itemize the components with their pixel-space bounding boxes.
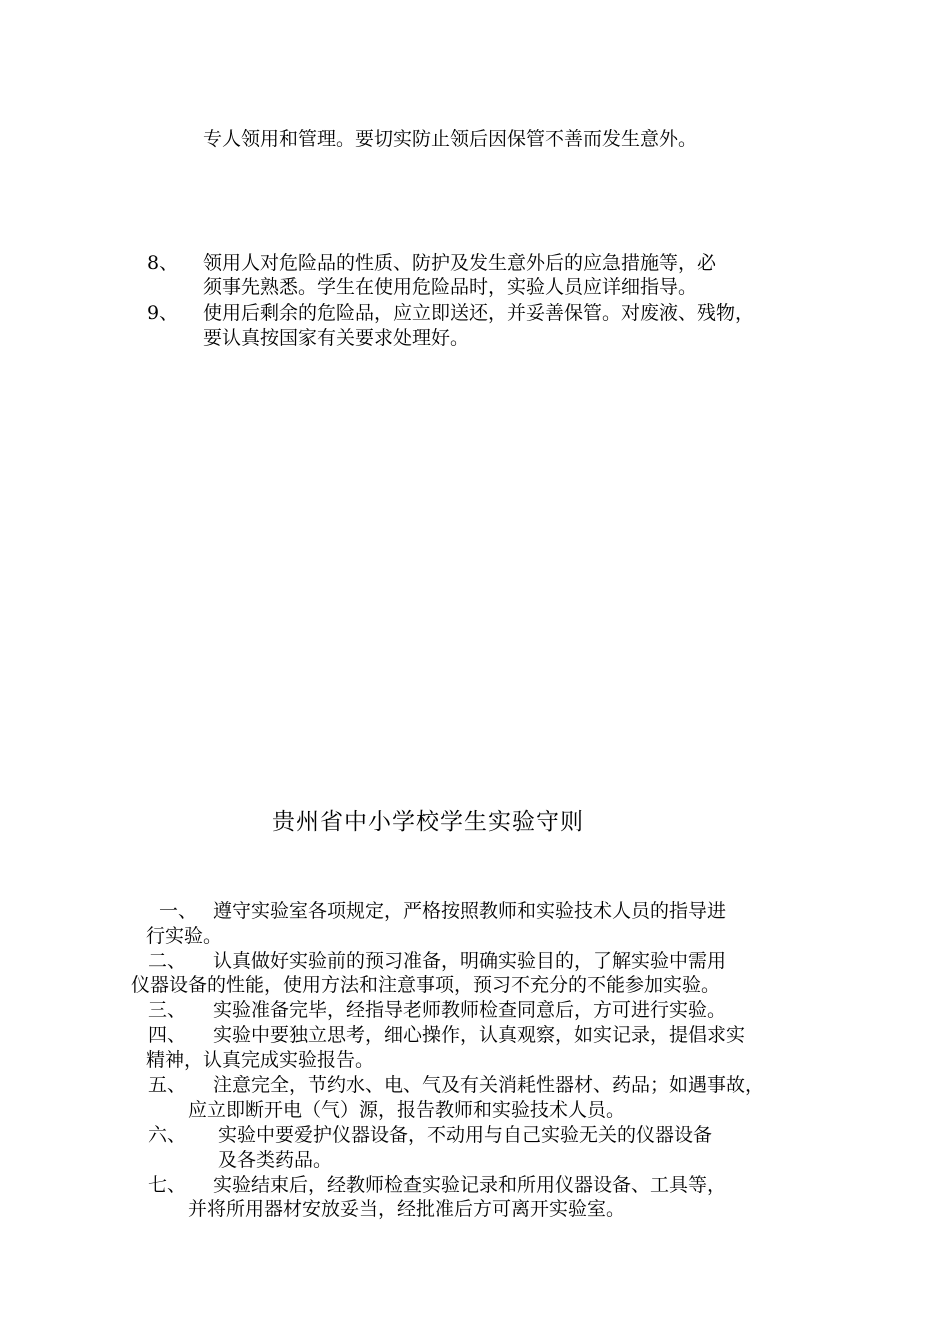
rule-number: 二、 bbox=[148, 950, 187, 972]
item-text-line: 领用人对危险品的性质、防护及发生意外后的应急措施等，必 bbox=[203, 252, 717, 274]
rule-text-line: 实验结束后，经教师检查实验记录和所用仪器设备、工具等， bbox=[213, 1174, 727, 1196]
rule-number: 四、 bbox=[148, 1024, 187, 1046]
continuation-text: 专人领用和管理。要切实防止领后因保管不善而发生意外。 bbox=[203, 128, 698, 150]
item-text-line: 须事先熟悉。学生在使用危险品时，实验人员应详细指导。 bbox=[203, 276, 698, 298]
rule-number: 一、 bbox=[159, 900, 198, 922]
rule-text-line: 认真做好实验前的预习准备，明确实验目的，了解实验中需用 bbox=[213, 950, 727, 972]
rule-number: 六、 bbox=[148, 1124, 187, 1146]
rule-text-line: 并将所用器材安放妥当，经批准后方可离开实验室。 bbox=[188, 1198, 626, 1220]
rule-number: 七、 bbox=[148, 1174, 187, 1196]
item-text-line: 使用后剩余的危险品，应立即送还，并妥善保管。对废液、残物， bbox=[203, 302, 755, 324]
rule-text-line: 实验中要爱护仪器设备，不动用与自己实验无关的仪器设备 bbox=[218, 1124, 713, 1146]
rule-text-line: 实验准备完毕，经指导老师教师检查同意后，方可进行实验。 bbox=[213, 999, 727, 1021]
item-number: 9、 bbox=[147, 302, 179, 324]
page-title: 贵州省中小学校学生实验守则 bbox=[272, 809, 584, 835]
item-text-line: 要认真按国家有关要求处理好。 bbox=[203, 327, 470, 349]
rule-text-line: 注意完全，节约水、电、气及有关消耗性器材、药品；如遇事故， bbox=[213, 1074, 765, 1096]
rule-number: 三、 bbox=[148, 999, 187, 1021]
item-number: 8、 bbox=[147, 252, 179, 274]
rule-text-line: 精神，认真完成实验报告。 bbox=[146, 1049, 375, 1071]
rule-text-line: 遵守实验室各项规定，严格按照教师和实验技术人员的指导进 bbox=[213, 900, 727, 922]
rule-text-line: 仪器设备的性能，使用方法和注意事项，预习不充分的不能参加实验。 bbox=[131, 974, 721, 996]
rule-text-line: 行实验。 bbox=[146, 925, 223, 947]
rule-text-line: 及各类药品。 bbox=[218, 1149, 333, 1171]
rule-text-line: 实验中要独立思考，细心操作，认真观察，如实记录，提倡求实 bbox=[213, 1024, 746, 1046]
rule-number: 五、 bbox=[148, 1074, 187, 1096]
rule-text-line: 应立即断开电（气）源，报告教师和实验技术人员。 bbox=[188, 1099, 626, 1121]
